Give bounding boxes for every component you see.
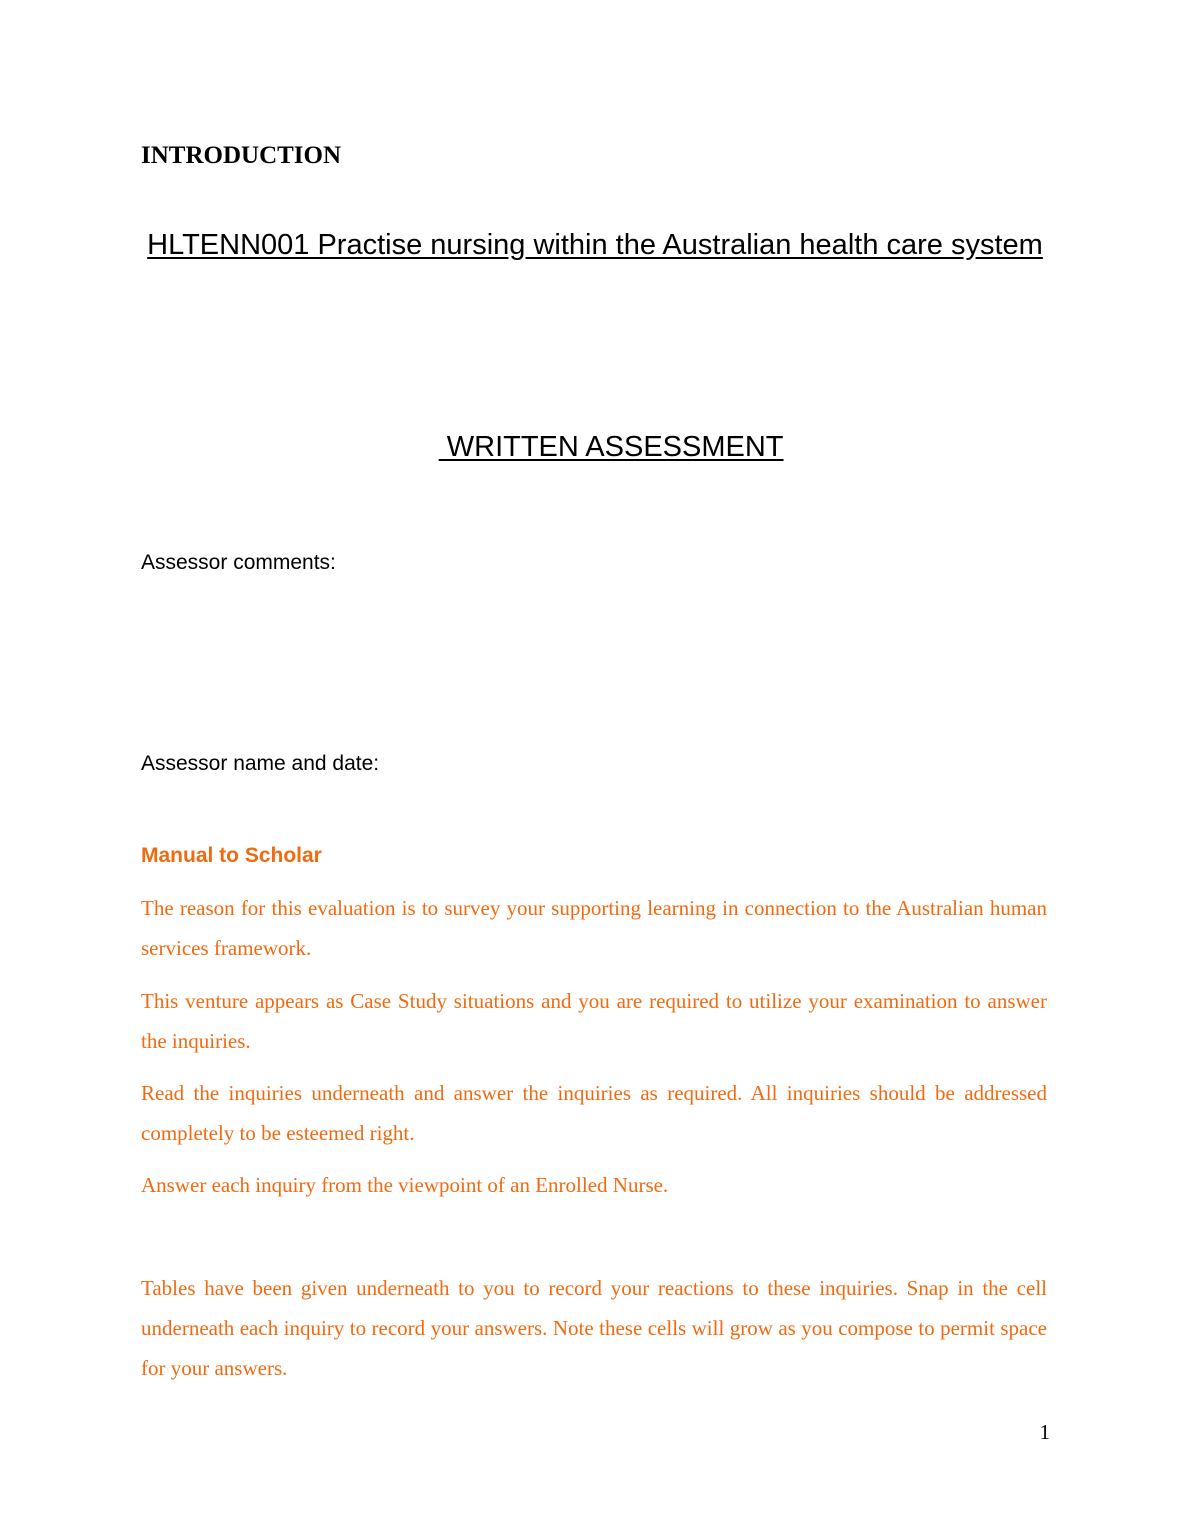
page-number: 1: [1039, 1420, 1050, 1444]
document-title-text: HLTENN001 Practise nursing within the Australian health care system: [147, 229, 1043, 261]
instruction-paragraph: Tables have been given underneath to you to record your reactions to these inquiries. Snap in the cell underneath each inquiry to record your answers. Note these cells will grow as you compose to permit space for your answers.: [141, 1276, 1047, 1380]
document-title: [141, 218, 1049, 272]
assessor-comments-label: Assessor comments:: [141, 551, 336, 574]
instruction-paragraph: Answer each inquiry from the viewpoint of an Enrolled Nurse.: [141, 1173, 669, 1197]
document-subtitle: [141, 366, 1049, 528]
assessor-name-date-label: Assessor name and date:: [141, 752, 380, 775]
instruction-paragraph: The reason for this evaluation is to survey your supporting learning in connection to the Australian human services framework.: [141, 896, 1047, 960]
document-subtitle-text: WRITTEN ASSESSMENT: [438, 431, 784, 463]
section-heading: INTRODUCTION: [141, 142, 342, 169]
manual-heading: Manual to Scholar: [141, 844, 322, 867]
instruction-paragraph: This venture appears as Case Study situations and you are required to utilize your examination to answer the inquiries.: [141, 989, 1047, 1053]
instruction-paragraph: Read the inquiries underneath and answer the inquiries as required. All inquiries should be addressed completely to be esteemed right.: [141, 1081, 1047, 1145]
